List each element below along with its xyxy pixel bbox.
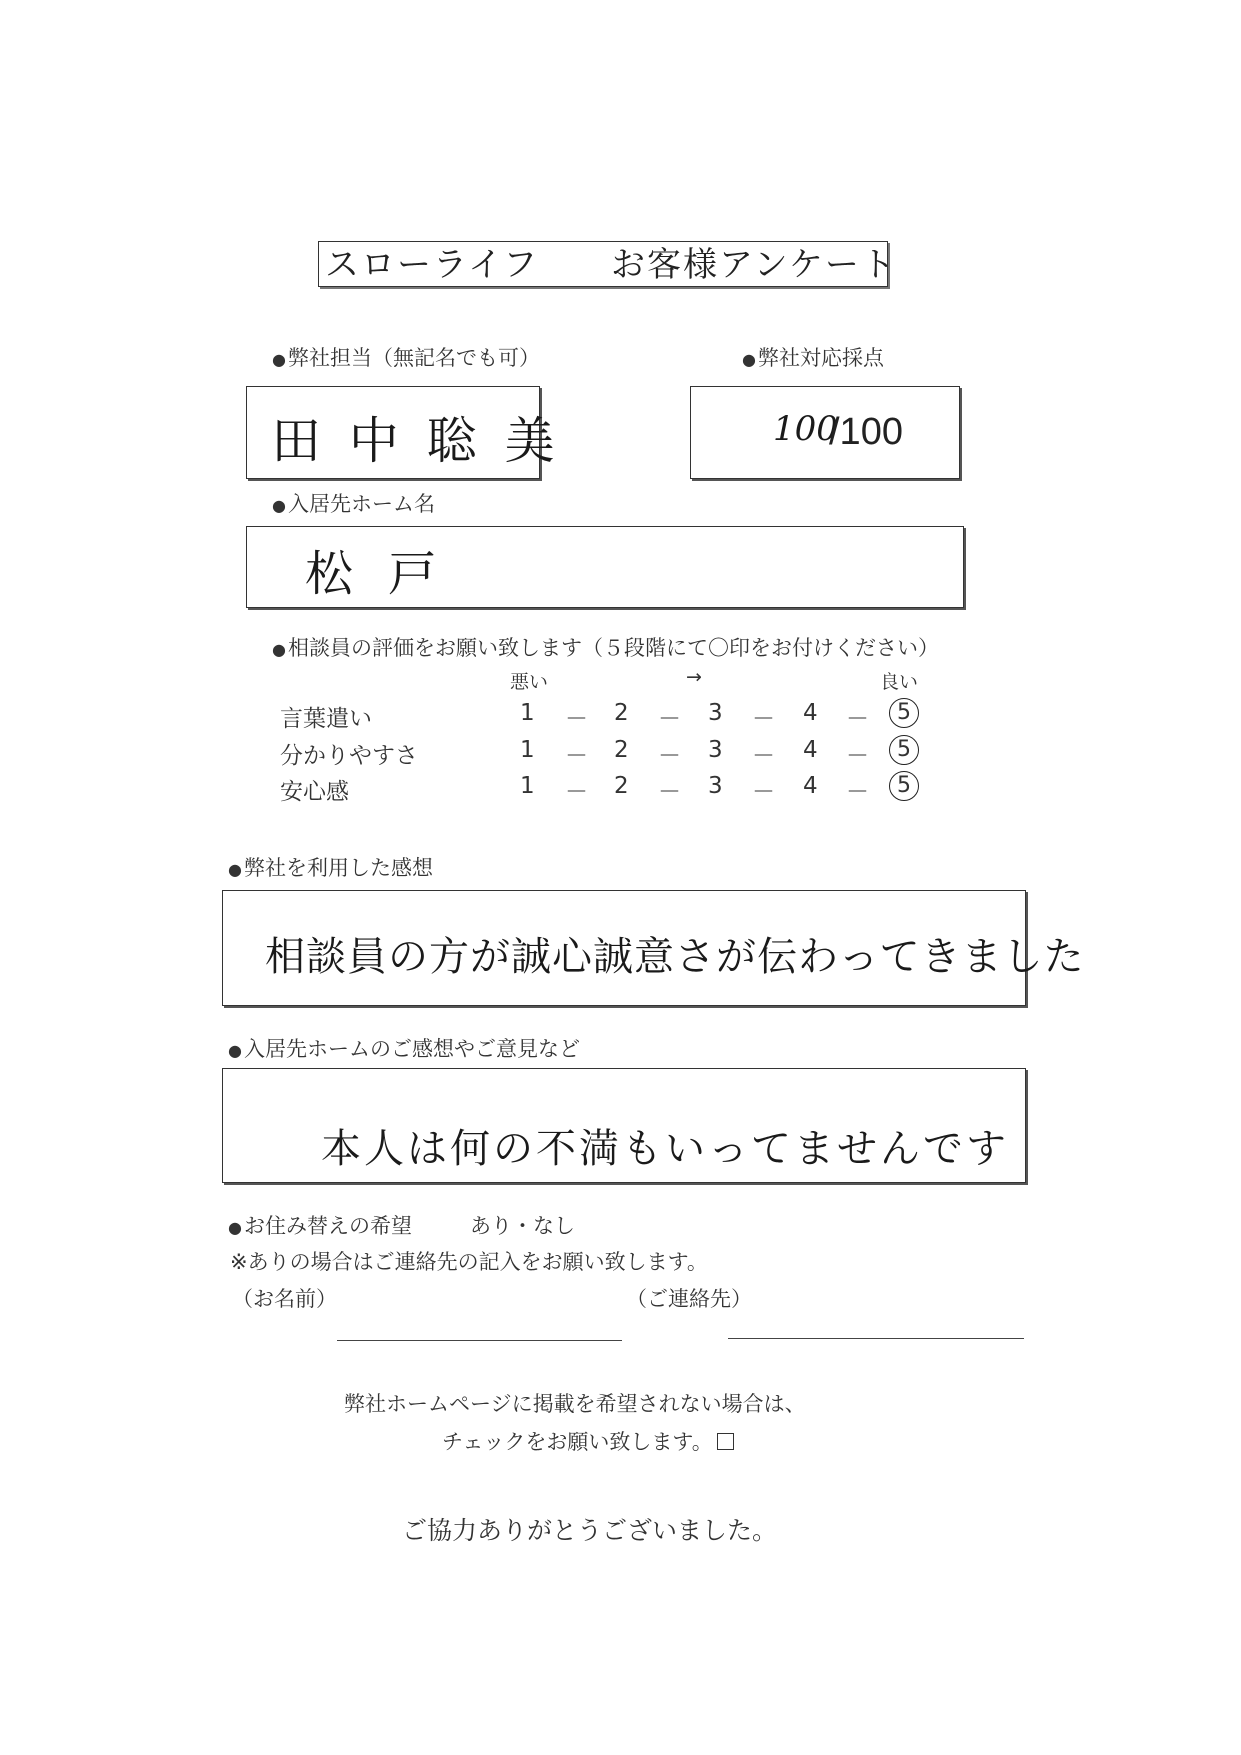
score-max: /100 (829, 411, 903, 453)
scale-arrow: → (686, 666, 702, 688)
staff-label-wrap (272, 342, 540, 372)
evaluation-row-name: 言葉遣い (280, 706, 372, 732)
evaluation-row (280, 737, 960, 769)
bullet-icon: ● (228, 1041, 242, 1060)
staff-value: 田 中 聡 美 (271, 412, 561, 470)
evaluation-row-name: 安心感 (280, 779, 349, 805)
scale-separator: － (846, 743, 869, 769)
staff-field[interactable] (246, 386, 561, 479)
homepage-line2-wrap (442, 1426, 734, 1456)
scale-option[interactable]: 2 (614, 737, 629, 763)
scale-separator: － (846, 706, 869, 732)
bullet-icon: ● (742, 350, 756, 369)
evaluation-row-name: 分かりやすさ (280, 743, 418, 769)
scale-option[interactable]: 3 (708, 700, 723, 726)
thanks-message: ご協力ありがとうございました。 (402, 1516, 778, 1545)
scale-separator: － (658, 743, 681, 769)
contact-input-line[interactable] (728, 1338, 1024, 1339)
scale-separator: － (658, 779, 681, 805)
score-label-wrap (742, 342, 884, 372)
bullet-icon: ● (228, 1218, 242, 1237)
scale-option[interactable]: 3 (708, 773, 723, 799)
scale-separator: － (752, 706, 775, 732)
contact-label: （ご連絡先） (626, 1287, 752, 1311)
name-input-line[interactable] (337, 1340, 622, 1341)
scale-option-selected[interactable]: 5 (889, 771, 919, 801)
homepage-line1: 弊社ホームページに掲載を希望されない場合は、 (344, 1392, 806, 1416)
homepage-checkbox[interactable] (717, 1433, 734, 1450)
homepage-line2: チェックをお願い致します。 (442, 1430, 713, 1454)
relocation-label-wrap (228, 1210, 412, 1240)
survey-title: スローライフ お客様アンケート (318, 241, 888, 287)
impression-label-wrap (228, 852, 433, 882)
evaluation-label-wrap (272, 632, 939, 662)
score-label: 弊社対応採点 (757, 346, 884, 370)
evaluation-instruction: 相談員の評価をお願い致します（５段階にて〇印をお付けください） (287, 636, 939, 660)
relocation-options[interactable]: あり・なし (470, 1214, 575, 1238)
scale-option[interactable]: 4 (803, 773, 818, 799)
scale-separator: － (658, 706, 681, 732)
evaluation-row (280, 773, 960, 805)
scale-separator: － (846, 779, 869, 805)
home-opinion-value: 本人は何の不満もいってませんです (321, 1126, 1009, 1172)
scale-option[interactable]: 1 (520, 773, 535, 799)
scale-separator: － (565, 779, 588, 805)
scale-option[interactable]: 2 (614, 773, 629, 799)
scale-separator: － (565, 706, 588, 732)
scale-option[interactable]: 1 (520, 700, 535, 726)
relocation-note: ※ありの場合はご連絡先の記入をお願い致します。 (230, 1250, 708, 1274)
name-label: （お名前） (232, 1287, 337, 1311)
scale-separator: － (752, 743, 775, 769)
staff-label: 弊社担当（無記名でも可） (287, 346, 540, 370)
scale-option[interactable]: 2 (614, 700, 629, 726)
scale-option-selected[interactable]: 5 (889, 698, 919, 728)
evaluation-row (280, 700, 960, 732)
home-opinion-label-wrap (228, 1033, 580, 1063)
scale-good-label: 良い (880, 671, 919, 693)
score-field[interactable] (690, 386, 960, 479)
bullet-icon: ● (272, 350, 286, 369)
impression-field[interactable] (222, 890, 1085, 1006)
scale-option[interactable]: 1 (520, 737, 535, 763)
scale-separator: － (565, 743, 588, 769)
bullet-icon: ● (272, 496, 286, 515)
scale-bad-label: 悪い (510, 671, 549, 693)
impression-value: 相談員の方が誠心誠意さが伝わってきました (265, 934, 1085, 980)
scale-separator: － (752, 779, 775, 805)
scale-option[interactable]: 4 (803, 737, 818, 763)
impression-label: 弊社を利用した感想 (243, 856, 433, 880)
bullet-icon: ● (272, 640, 286, 659)
scale-option-selected[interactable]: 5 (889, 735, 919, 765)
relocation-label: お住み替えの希望 (243, 1214, 412, 1238)
bullet-icon: ● (228, 860, 242, 879)
scale-option[interactable]: 3 (708, 737, 723, 763)
score-value: 100 (773, 409, 838, 449)
home-name-value: 松 戸 (305, 546, 447, 602)
home-name-label-wrap (272, 488, 435, 518)
home-opinion-label: 入居先ホームのご感想やご意見など (243, 1037, 580, 1061)
scale-option[interactable]: 4 (803, 700, 818, 726)
home-name-field[interactable] (246, 526, 964, 608)
home-name-label: 入居先ホーム名 (287, 492, 435, 516)
home-opinion-field[interactable] (222, 1068, 1026, 1183)
